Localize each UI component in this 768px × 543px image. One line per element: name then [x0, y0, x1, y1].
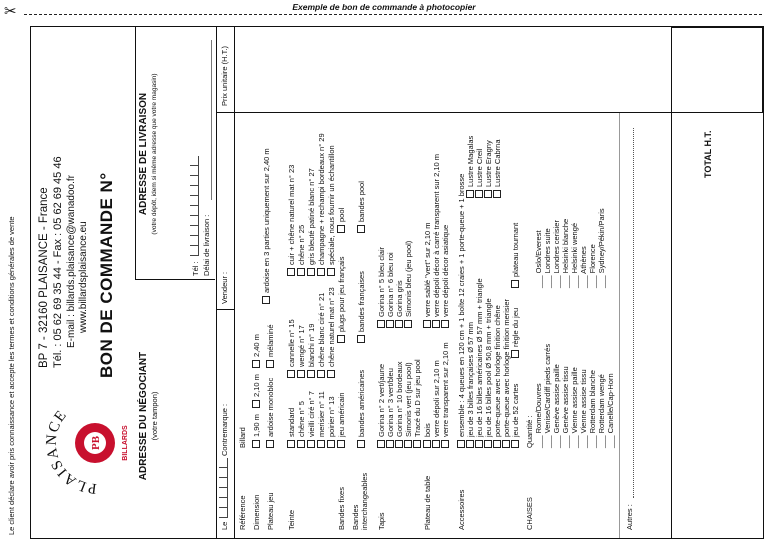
company-email: E-mail : billards.plaisance@wanadoo.fr [66, 174, 77, 348]
tapis-option[interactable]: Gorina n° 3 vert/bleu [386, 368, 396, 448]
accessoire-option[interactable]: porte-queue avec horloge finition chêne [493, 305, 503, 448]
tapis-option[interactable]: Simonis bleu (jeu pool) [404, 241, 414, 328]
plateau-label: Plateau jeu [266, 492, 275, 530]
plateau-table-option[interactable]: verre transparent sur 2,10 m [441, 342, 451, 448]
teinte-option[interactable]: chêne n° 5 [297, 401, 307, 448]
order-form-canvas [31, 27, 763, 538]
dealer-address-title: ADRESSE DU NÉGOCIANT [138, 351, 149, 481]
unit-price-label: Prix unitaire (H.T.) [220, 45, 229, 106]
teinte-option[interactable]: standard [287, 408, 297, 448]
delivery-box-top [135, 27, 136, 280]
accessoires-label: Accessoires [457, 489, 466, 530]
accessoire-option[interactable]: plateau tournant [511, 223, 521, 288]
header-divider-2 [216, 112, 234, 113]
lustre-option[interactable]: Lustre Eragny [484, 140, 494, 198]
teinte-option[interactable]: gris bleuté patiné blanc n° 27 [307, 168, 317, 276]
accessoire-option[interactable]: jeu de 16 billes pool Ø 50,8 mm + triangle [484, 298, 494, 448]
vendeur-label: Vendeur : [220, 271, 229, 304]
chaise-option[interactable]: ___ Genève assise paille [552, 364, 561, 448]
teinte-option[interactable]: merisier n° 11 [317, 391, 327, 448]
teinte-option[interactable]: cuir + chêne naturel mat n° 23 [287, 165, 297, 276]
plateau-option-2[interactable]: mélaminé [266, 324, 276, 368]
chaise-option[interactable]: ___ Londres suite [543, 228, 552, 288]
tapis-option[interactable]: Gorina n° 10 bordeaux [395, 361, 405, 448]
teinte-option[interactable]: poirier n° 13 [327, 396, 337, 448]
order-form [30, 26, 764, 539]
chaise-option[interactable]: ___ Helsinki blanche [561, 218, 570, 288]
tapis-option[interactable]: Gorina gris [395, 280, 405, 328]
date-label: Le [220, 521, 229, 530]
chaise-option[interactable]: ___ Athènes [579, 246, 588, 288]
chaises-label: CHAISES [525, 497, 534, 530]
bandes-fixes-option-1[interactable]: jeu américain [337, 392, 347, 448]
autres-separator [619, 113, 620, 538]
plateau-option-3[interactable]: ardoise en 3 parties uniquement sur 2,40 m [262, 148, 272, 304]
plateau-option-1[interactable]: ardoise monobloc [266, 378, 276, 448]
footer-note: Le client déclare avoir pris connaissance et accepte les termes et conditions générales de vente [7, 216, 16, 535]
total-box[interactable] [671, 27, 763, 113]
chaise-option[interactable]: ___ Sydney/Pékin/Paris [597, 208, 606, 288]
chaise-option[interactable]: ___ Rotterdam blanche [588, 370, 597, 448]
svg-text:BILLARDS: BILLARDS [122, 425, 129, 461]
svg-text:PB: PB [90, 435, 102, 451]
delivery-address-sub: (votre dépôt, idem si même adresse que votre magasin) [151, 73, 158, 235]
delivery-box-left [135, 279, 215, 280]
delivery-address-title: ADRESSE DE LIVRAISON [138, 92, 149, 216]
dimension-option-3[interactable]: 2,40 m [252, 334, 262, 368]
plateau-table-label: Plateau de table [423, 475, 432, 530]
dimension-option-2[interactable]: 2,10 m [252, 374, 262, 408]
tapis-option[interactable]: Gorina n° 6 bleu roi [386, 252, 396, 328]
bandes-inter-option-1[interactable]: bandes américaines [357, 370, 367, 448]
teinte-option[interactable]: wengé n° 17 [297, 325, 307, 378]
company-logo [37, 388, 132, 498]
chaise-option[interactable]: ___ Londres cerisier [552, 220, 561, 288]
bandes-inter-option-3[interactable]: bandes pool [357, 181, 367, 233]
autres-label: Autres : [625, 504, 634, 530]
tapis-option[interactable]: Tracé du D sur jeu pool [413, 359, 423, 448]
form-title: BON DE COMMANDE N° [97, 172, 116, 378]
teinte-option[interactable]: spéciale, nous fournir un échantillon [327, 145, 337, 276]
dimension-option-1[interactable]: 1,90 m [252, 414, 262, 448]
accessoire-option[interactable]: porte-queue avec horloge finition merisier [502, 299, 512, 448]
tel-label: Tél : [191, 261, 200, 276]
tapis-option[interactable]: Gorina n° 5 bleu clair [377, 247, 387, 328]
cut-line-caption: Exemple de bon de commande à photocopier [0, 2, 768, 12]
plateau-table-option[interactable]: verre dépoli décor asiatique [441, 225, 451, 328]
accessoire-option[interactable]: jeu de 52 cartes [511, 384, 521, 448]
header-divider-1 [216, 309, 234, 310]
header-row-bottom [234, 27, 235, 538]
tapis-label: Tapis [377, 512, 386, 530]
tel-cells[interactable] [190, 156, 199, 256]
total-label: TOTAL H.T. [703, 130, 713, 178]
scissors-icon: ✂ [4, 3, 17, 20]
accessoire-option[interactable]: ensemble : 4 queues en 120 cm + 1 boîte 12 craies + 1 porte-queue + 1 brosse [457, 174, 467, 448]
plateau-table-option[interactable]: verre dépoli sur 2,10 m [432, 360, 442, 448]
dealer-address-sub: (votre tampon) [150, 391, 159, 441]
chaise-option[interactable]: ___ Oslo/Everest [534, 230, 543, 288]
teinte-option[interactable]: champagne + rechampi bordeaux n° 29 [317, 133, 327, 276]
plateau-table-option[interactable]: bois [423, 423, 433, 448]
teinte-option[interactable]: cannelle n° 15 [287, 319, 297, 378]
lustre-option[interactable]: Lustre Creil [475, 149, 485, 198]
chaise-option[interactable]: ___ Rotterdam wengé [597, 374, 606, 448]
chaise-option[interactable]: ___ Vienne assise paille [570, 367, 579, 448]
chaise-option[interactable]: ___ Florence [588, 244, 597, 288]
delivery-delay-label: Délai de livraison : [202, 214, 211, 276]
header-row-top [216, 27, 217, 538]
autres-line[interactable] [633, 128, 634, 498]
lustre-option[interactable]: Lustre Magalas [466, 136, 476, 198]
company-web: www.billardsplaisance.eu [78, 221, 89, 333]
reference-value: Billard [238, 427, 247, 448]
company-address: BP 7 - 32160 PLAISANCE - France [38, 187, 50, 368]
chaise-option[interactable]: ___ Helsinki wengé [570, 222, 579, 288]
reference-label: Référence [238, 495, 247, 530]
dashed-cut-line [24, 14, 762, 15]
bandes-inter-option-2[interactable]: bandes françaises [357, 271, 367, 343]
bandes-fixes-option-2[interactable]: plugs pour jeu français [337, 257, 347, 343]
chaise-option[interactable]: ___ Rome/Douvres [534, 383, 543, 448]
chaise-option[interactable]: ___ Canelle/Cap-Horn [606, 373, 615, 448]
tapis-option[interactable]: Simonis vert (jeu pool) [404, 362, 414, 448]
chaise-option[interactable]: ___ Venise/Cardiff pieds carrés [543, 343, 552, 448]
teinte-option[interactable]: vieilli ciré n° 7 [307, 391, 317, 448]
company-phone-fax: Tél. : 05 62 69 35 44 - Fax : 05 62 69 45 46 [52, 156, 64, 368]
plateau-table-option[interactable]: verre sablé "vert" sur 2,10 m [423, 222, 433, 328]
svg-text:PLAISANCE: PLAISANCE [43, 406, 98, 497]
cut-line [0, 0, 768, 26]
accessoire-option[interactable]: règle du jeu [511, 308, 521, 358]
chaise-option[interactable]: ___ Vienne assise tissu [579, 369, 588, 448]
delivery-delay-line[interactable] [211, 40, 212, 200]
bandes-fixes-option-3[interactable]: pool [337, 208, 347, 233]
tapis-option[interactable]: Gorina n° 2 vert/jaune [377, 364, 387, 448]
teinte-label: Teinte [287, 509, 296, 530]
bandes-inter-label: Bandes interchangeables [351, 472, 369, 530]
accessoire-option[interactable]: jeu de 16 billes américaines Ø 57 mm + triangle [475, 278, 485, 448]
contremarque-label: Contremarque : [220, 403, 229, 456]
chaise-option[interactable]: ___ Genève assise tissu [561, 366, 570, 448]
plateau-table-option[interactable]: verre dépoli décor à carré transparent sur 2,10 m [432, 154, 442, 328]
date-cells[interactable] [219, 458, 228, 518]
bandes-fixes-label: Bandes fixes [337, 487, 346, 530]
teinte-option[interactable]: blanchi n° 19 [307, 324, 317, 378]
dealer-stamp-area[interactable] [162, 306, 204, 526]
lustre-option[interactable]: Lustre Cabrna [493, 139, 503, 198]
teinte-option[interactable]: chêne n° 25 [297, 225, 307, 276]
teinte-option[interactable]: chêne blanc ciré n° 21 [317, 293, 327, 378]
chaises-qty-label: Quantité : [525, 415, 534, 448]
dimension-label: Dimension [252, 494, 261, 530]
accessoire-option[interactable]: jeu de 3 billes françaises Ø 57 mm [466, 322, 476, 448]
teinte-option[interactable]: chêne naturel mat n° 23 [327, 287, 337, 378]
